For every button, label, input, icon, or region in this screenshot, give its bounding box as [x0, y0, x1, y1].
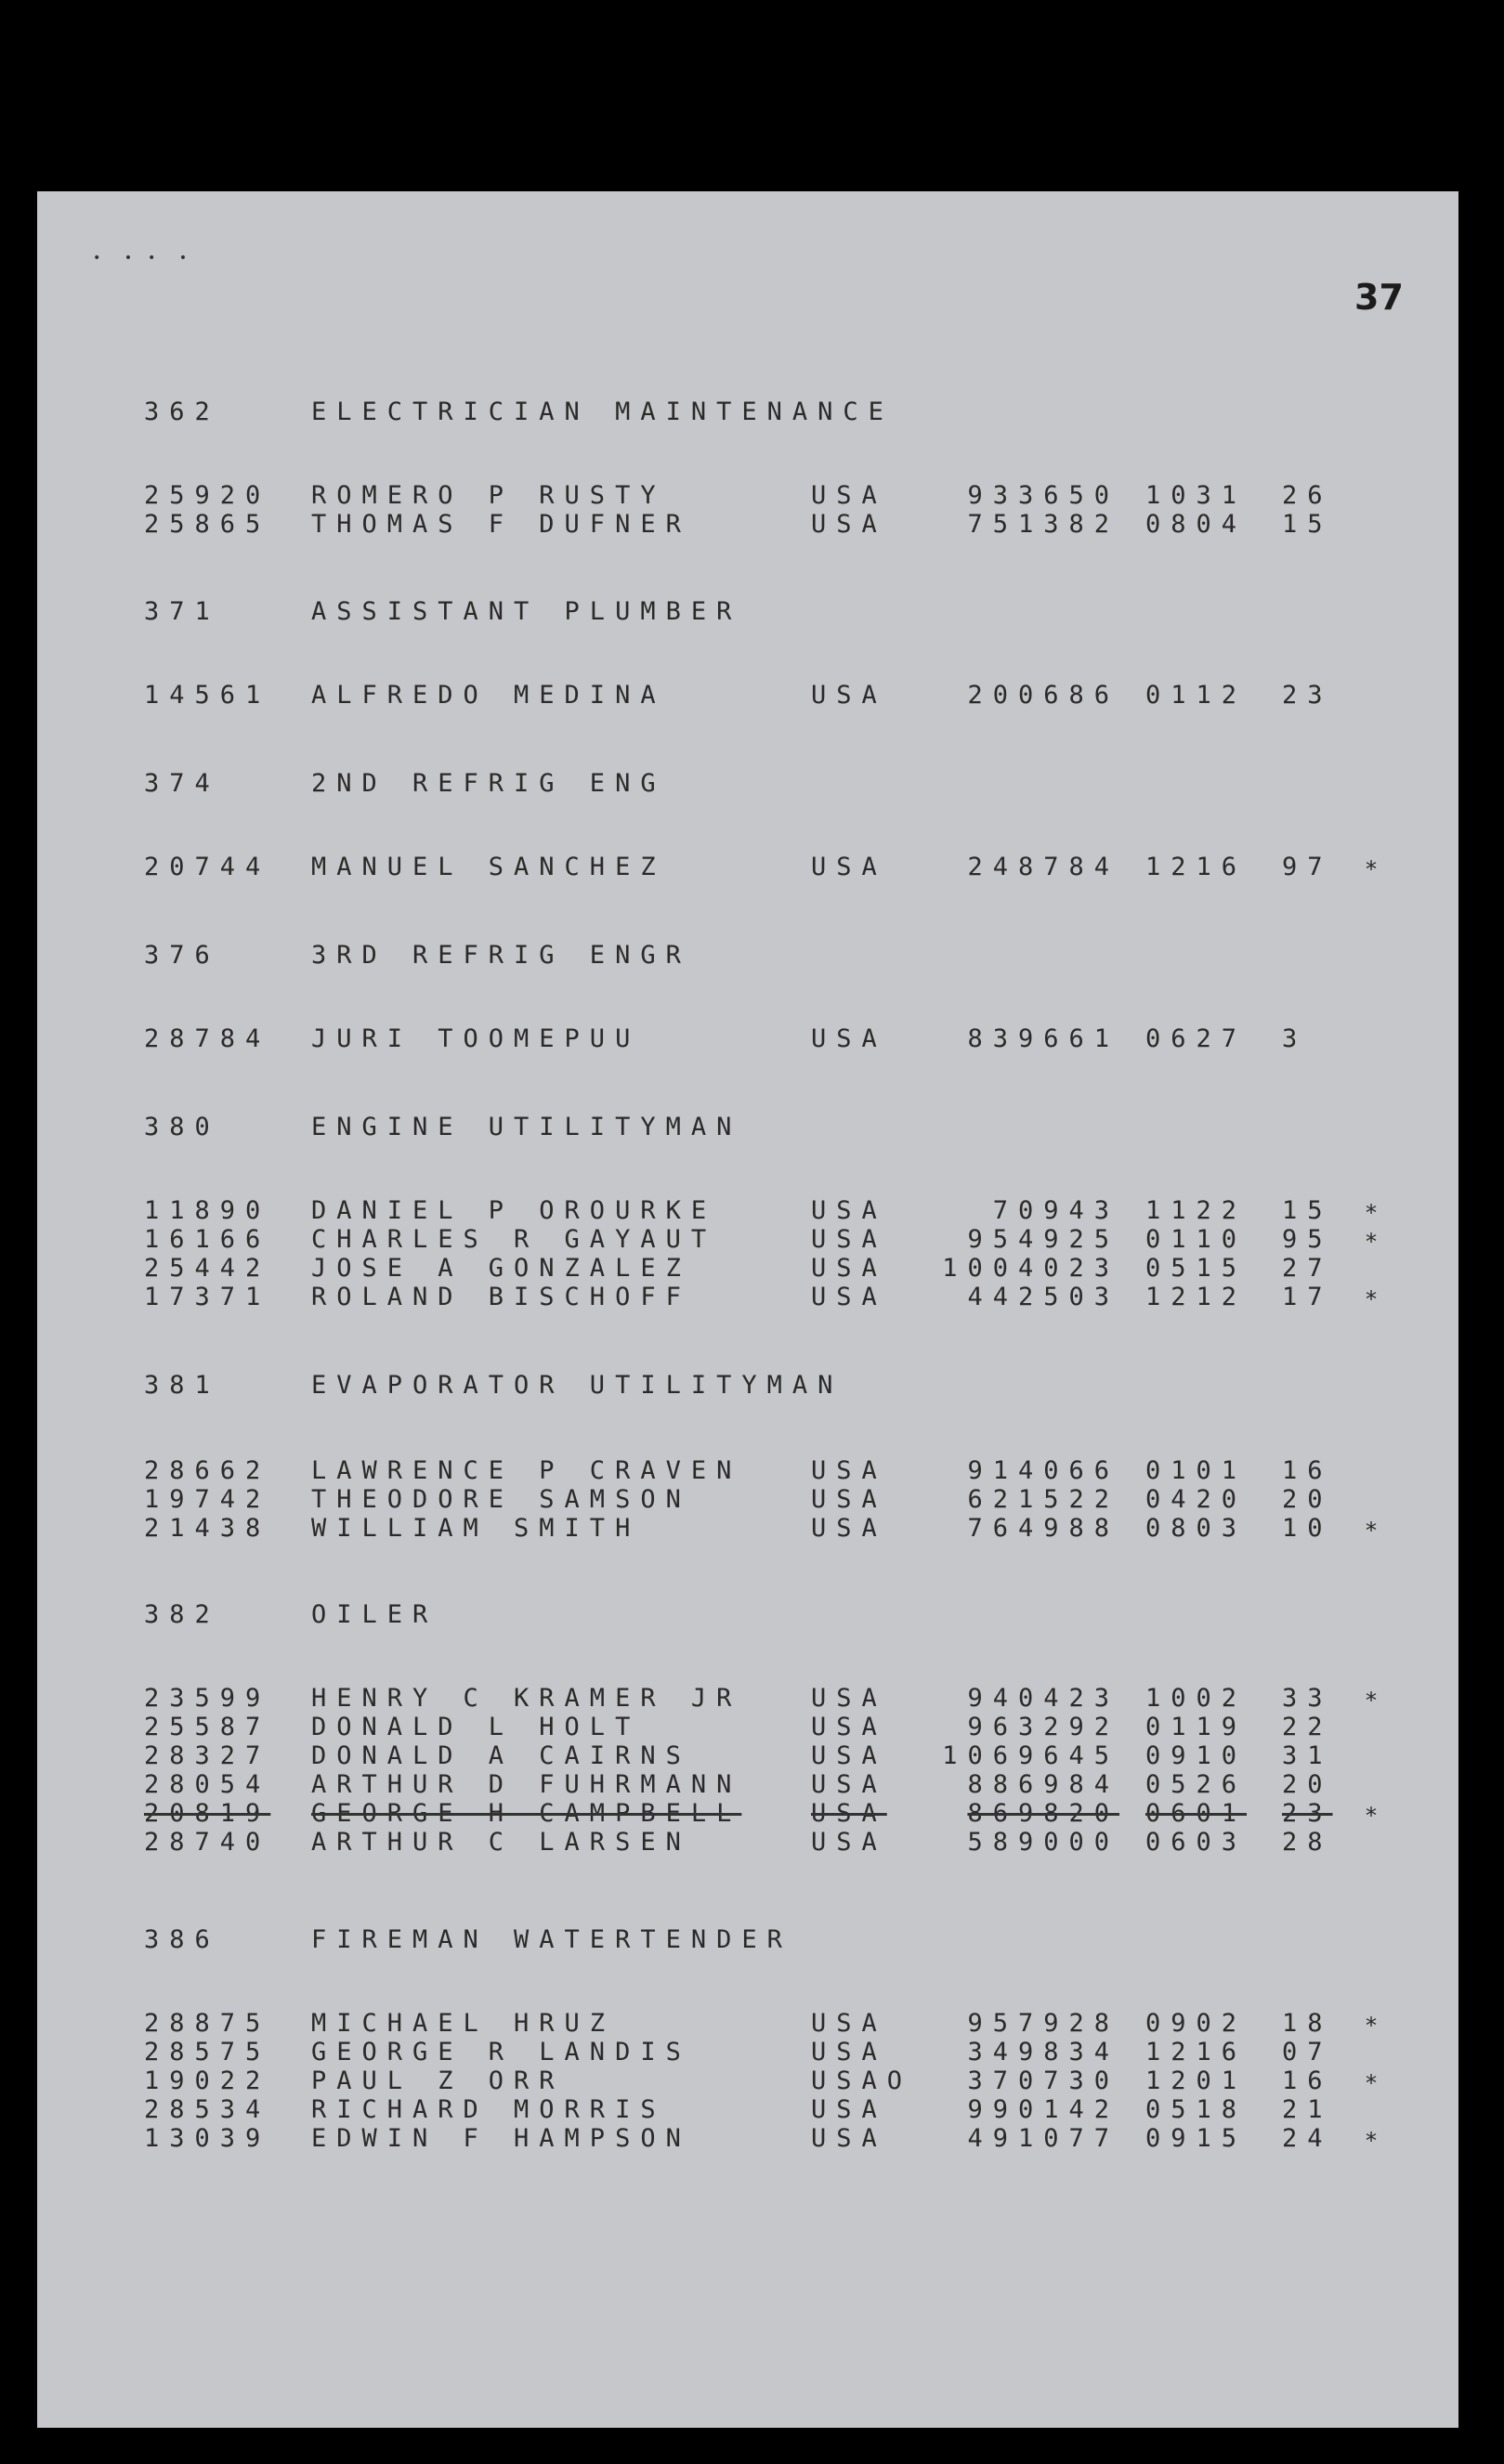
row-id: 23599	[144, 1684, 271, 1713]
row-name: WILLIAM SMITH	[311, 1514, 641, 1543]
row-value: 31	[1282, 1741, 1333, 1770]
row-nationality: USAO	[811, 2066, 913, 2095]
row-number: 248784	[967, 853, 1119, 881]
row-number: 933650	[967, 481, 1119, 510]
row-value: 15	[1282, 1196, 1333, 1225]
row-asterisk-mark: *	[1366, 856, 1377, 882]
row-name: JOSE A GONZALEZ	[311, 1254, 691, 1283]
row-number: 1004023	[942, 1254, 1119, 1283]
row-id: 28054	[144, 1770, 271, 1799]
row-id: 28662	[144, 1456, 271, 1485]
row-name: PAUL Z ORR	[311, 2066, 565, 2095]
row-name: CHARLES R GAYAUT	[311, 1225, 717, 1254]
row-name: DONALD L HOLT	[311, 1713, 641, 1741]
row-number: 589000	[967, 1828, 1119, 1857]
row-name: MICHAEL HRUZ	[311, 2009, 616, 2038]
section-title: FIREMAN WATERTENDER	[311, 1925, 792, 1954]
row-value: 21	[1282, 2095, 1333, 2124]
row-number: 349834	[967, 2038, 1119, 2066]
row-asterisk-mark: *	[1366, 2128, 1377, 2154]
row-number: 954925	[967, 1225, 1119, 1254]
row-nationality: USA	[811, 2038, 887, 2066]
row-date: 0101	[1145, 1456, 1248, 1485]
row-value: 23	[1282, 1799, 1333, 1828]
row-number: 914066	[967, 1456, 1119, 1485]
row-name: THEODORE SAMSON	[311, 1485, 691, 1514]
row-number: 839661	[967, 1024, 1119, 1053]
row-name: ROMERO P RUSTY	[311, 481, 666, 510]
row-nationality: USA	[811, 481, 887, 510]
row-value: 33	[1282, 1684, 1333, 1713]
row-date: 1201	[1145, 2066, 1248, 2095]
row-number: 1069645	[942, 1741, 1119, 1770]
row-value: 22	[1282, 1713, 1333, 1741]
row-number: 442503	[967, 1283, 1119, 1311]
row-date: 1122	[1145, 1196, 1248, 1225]
row-id: 25587	[144, 1713, 271, 1741]
row-nationality: USA	[811, 1283, 887, 1311]
row-date: 0526	[1145, 1770, 1248, 1799]
row-value: 16	[1282, 1456, 1333, 1485]
row-name: RICHARD MORRIS	[311, 2095, 666, 2124]
row-number: 990142	[967, 2095, 1119, 2124]
row-nationality: USA	[811, 1799, 887, 1828]
row-id: 28875	[144, 2009, 271, 2038]
row-id: 14561	[144, 681, 271, 710]
row-nationality: USA	[811, 1828, 887, 1857]
row-value: 18	[1282, 2009, 1333, 2038]
row-date: 1216	[1145, 853, 1248, 881]
row-date: 0902	[1145, 2009, 1248, 2038]
row-date: 0603	[1145, 1828, 1248, 1857]
row-name: GEORGE R LANDIS	[311, 2038, 691, 2066]
row-asterisk-mark: *	[1366, 1229, 1377, 1255]
row-asterisk-mark: *	[1366, 1518, 1377, 1544]
section-code: 386	[144, 1925, 220, 1954]
row-id: 20744	[144, 853, 271, 881]
section-code: 371	[144, 597, 220, 626]
row-number: 963292	[967, 1713, 1119, 1741]
row-nationality: USA	[811, 1684, 887, 1713]
row-id: 21438	[144, 1514, 271, 1543]
section-title: ELECTRICIAN MAINTENANCE	[311, 398, 894, 426]
row-name: DONALD A CAIRNS	[311, 1741, 691, 1770]
page-number: 37	[1354, 277, 1404, 318]
row-value: 23	[1282, 681, 1333, 710]
row-nationality: USA	[811, 1741, 887, 1770]
row-id: 28740	[144, 1828, 271, 1857]
section-code: 381	[144, 1371, 220, 1400]
row-id: 19022	[144, 2066, 271, 2095]
row-number: 869820	[967, 1799, 1119, 1828]
row-nationality: USA	[811, 2095, 887, 2124]
row-name: ARTHUR C LARSEN	[311, 1828, 691, 1857]
row-value: 27	[1282, 1254, 1333, 1283]
row-id: 28575	[144, 2038, 271, 2066]
row-date: 0420	[1145, 1485, 1248, 1514]
row-name: EDWIN F HAMPSON	[311, 2124, 691, 2153]
row-name: ROLAND BISCHOFF	[311, 1283, 691, 1311]
row-date: 0601	[1145, 1799, 1248, 1828]
row-date: 0110	[1145, 1225, 1248, 1254]
section-title: 3RD REFRIG ENGR	[311, 941, 691, 970]
row-name: MANUEL SANCHEZ	[311, 853, 666, 881]
row-number: 370730	[967, 2066, 1119, 2095]
row-nationality: USA	[811, 1196, 887, 1225]
row-number: 886984	[967, 1770, 1119, 1799]
section-title: EVAPORATOR UTILITYMAN	[311, 1371, 844, 1400]
row-nationality: USA	[811, 1485, 887, 1514]
row-date: 0915	[1145, 2124, 1248, 2153]
section-code: 362	[144, 398, 220, 426]
row-value: 16	[1282, 2066, 1333, 2095]
row-number: 70943	[992, 1196, 1119, 1225]
row-id: 13039	[144, 2124, 271, 2153]
row-date: 1212	[1145, 1283, 1248, 1311]
section-code: 382	[144, 1600, 220, 1629]
row-asterisk-mark: *	[1366, 2013, 1377, 2039]
row-nationality: USA	[811, 2009, 887, 2038]
row-nationality: USA	[811, 1024, 887, 1053]
row-nationality: USA	[811, 853, 887, 881]
row-name: GEORGE H CAMPBELL	[311, 1799, 742, 1828]
row-name: THOMAS F DUFNER	[311, 510, 691, 539]
row-value: 97	[1282, 853, 1333, 881]
row-value: 15	[1282, 510, 1333, 539]
row-name: ALFREDO MEDINA	[311, 681, 666, 710]
row-nationality: USA	[811, 1713, 887, 1741]
row-value: 28	[1282, 1828, 1333, 1857]
row-date: 0627	[1145, 1024, 1248, 1053]
section-code: 380	[144, 1113, 220, 1141]
row-number: 491077	[967, 2124, 1119, 2153]
row-nationality: USA	[811, 510, 887, 539]
row-date: 0518	[1145, 2095, 1248, 2124]
row-date: 0910	[1145, 1741, 1248, 1770]
row-name: ARTHUR D FUHRMANN	[311, 1770, 742, 1799]
row-nationality: USA	[811, 1254, 887, 1283]
row-id: 16166	[144, 1225, 271, 1254]
row-name: JURI TOOMEPUU	[311, 1024, 641, 1053]
row-date: 0803	[1145, 1514, 1248, 1543]
row-asterisk-mark: *	[1366, 1286, 1377, 1312]
row-number: 957928	[967, 2009, 1119, 2038]
row-date: 0804	[1145, 510, 1248, 539]
row-number: 751382	[967, 510, 1119, 539]
section-code: 376	[144, 941, 220, 970]
row-nationality: USA	[811, 1514, 887, 1543]
row-nationality: USA	[811, 1770, 887, 1799]
row-asterisk-mark: *	[1366, 1803, 1377, 1829]
row-name: DANIEL P OROURKE	[311, 1196, 717, 1225]
row-number: 621522	[967, 1485, 1119, 1514]
row-id: 25920	[144, 481, 271, 510]
row-id: 25442	[144, 1254, 271, 1283]
row-id: 11890	[144, 1196, 271, 1225]
row-date: 1216	[1145, 2038, 1248, 2066]
row-name: HENRY C KRAMER JR	[311, 1684, 742, 1713]
row-asterisk-mark: *	[1366, 1200, 1377, 1226]
row-number: 940423	[967, 1684, 1119, 1713]
row-date: 0515	[1145, 1254, 1248, 1283]
row-id: 20819	[144, 1799, 271, 1828]
paper-specks: • • • •	[93, 251, 188, 266]
row-nationality: USA	[811, 2124, 887, 2153]
section-title: OILER	[311, 1600, 438, 1629]
row-value: 95	[1282, 1225, 1333, 1254]
row-id: 17371	[144, 1283, 271, 1311]
row-nationality: USA	[811, 681, 887, 710]
row-number: 764988	[967, 1514, 1119, 1543]
row-asterisk-mark: *	[1366, 1688, 1377, 1714]
row-id: 28534	[144, 2095, 271, 2124]
row-id: 28784	[144, 1024, 271, 1053]
row-value: 26	[1282, 481, 1333, 510]
row-value: 20	[1282, 1485, 1333, 1514]
row-value: 17	[1282, 1283, 1333, 1311]
row-asterisk-mark: *	[1366, 2070, 1377, 2096]
row-number: 200686	[967, 681, 1119, 710]
section-title: 2ND REFRIG ENG	[311, 769, 666, 798]
row-value: 07	[1282, 2038, 1333, 2066]
row-date: 1031	[1145, 481, 1248, 510]
row-id: 25865	[144, 510, 271, 539]
section-title: ENGINE UTILITYMAN	[311, 1113, 742, 1141]
row-id: 28327	[144, 1741, 271, 1770]
row-name: LAWRENCE P CRAVEN	[311, 1456, 742, 1485]
row-nationality: USA	[811, 1456, 887, 1485]
row-date: 0112	[1145, 681, 1248, 710]
section-code: 374	[144, 769, 220, 798]
row-value: 24	[1282, 2124, 1333, 2153]
row-value: 10	[1282, 1514, 1333, 1543]
row-date: 1002	[1145, 1684, 1248, 1713]
row-nationality: USA	[811, 1225, 887, 1254]
section-title: ASSISTANT PLUMBER	[311, 597, 742, 626]
row-id: 19742	[144, 1485, 271, 1514]
row-value: 3	[1282, 1024, 1308, 1053]
row-date: 0119	[1145, 1713, 1248, 1741]
row-value: 20	[1282, 1770, 1333, 1799]
